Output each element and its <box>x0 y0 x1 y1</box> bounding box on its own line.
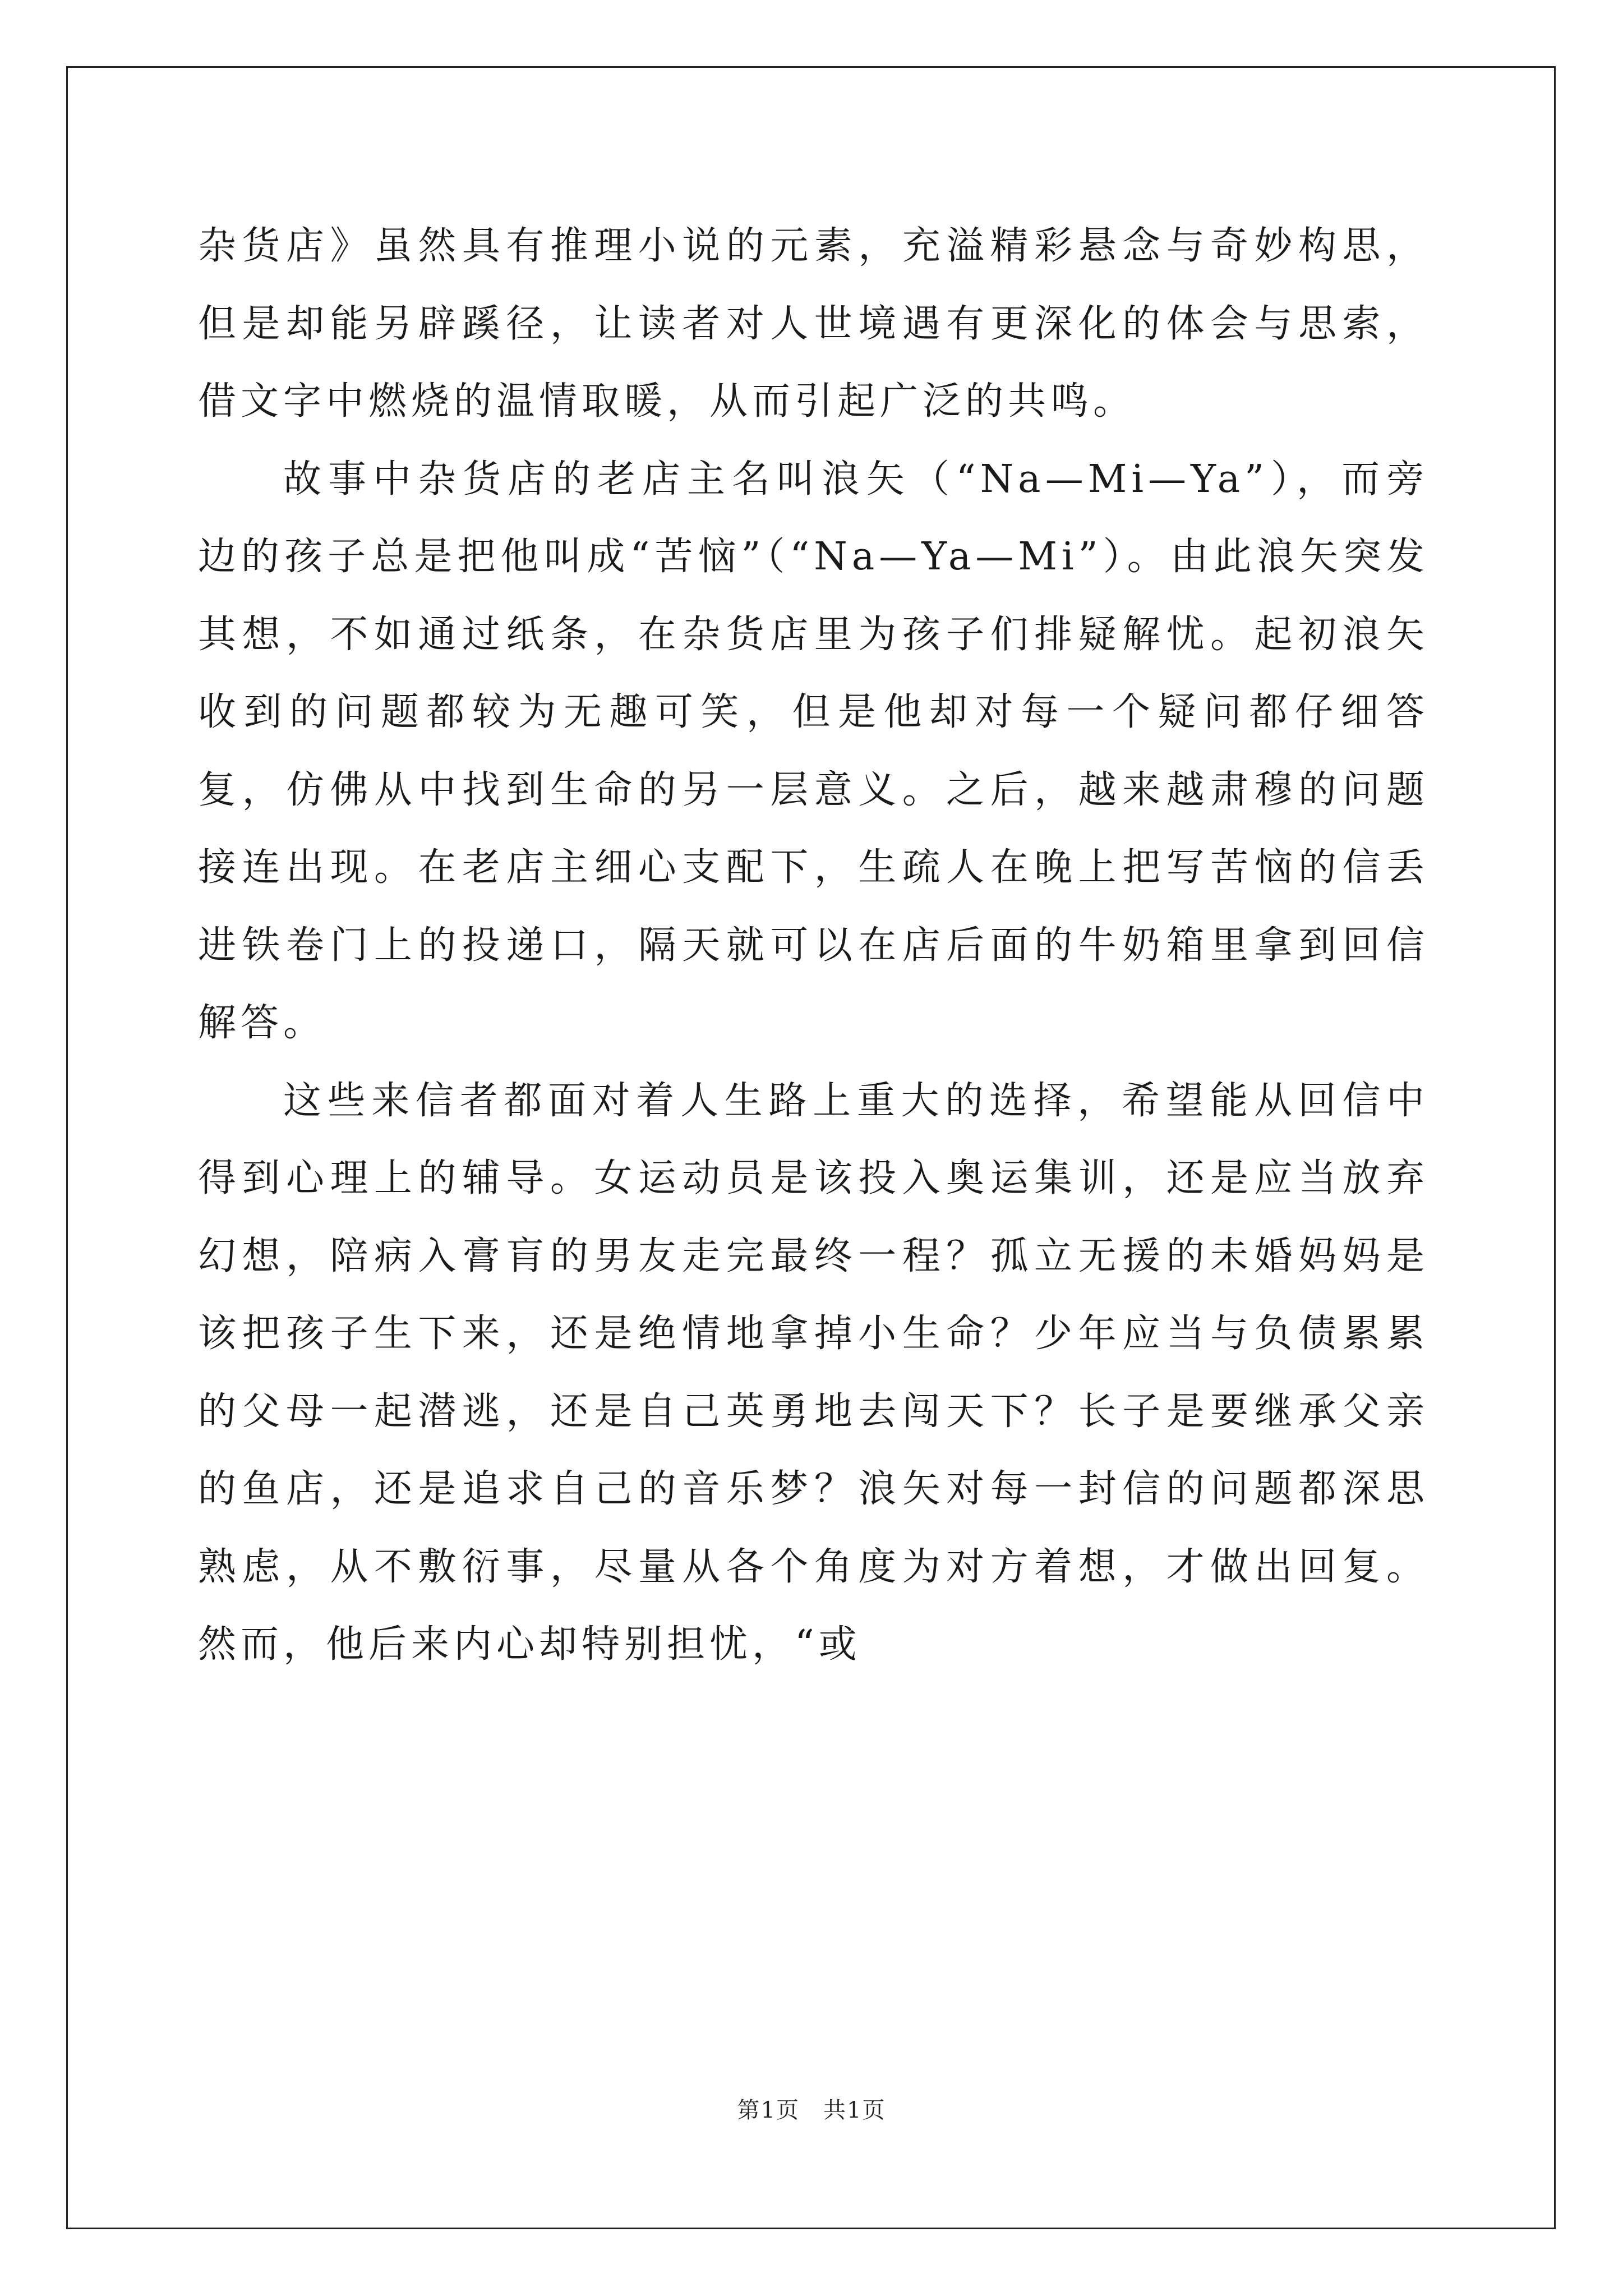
page-number-footer: 第1页 共1页 <box>737 2097 886 2123</box>
paragraph-2: 故事中杂货店的老店主名叫浪矢（“Na—Mi—Ya”），而旁边的孩子总是把他叫成“苦恼”（“Na—Ya—Mi”）。由此浪矢突发其想，不如通过纸条，在杂货店里为孩子们排疑解忧。起初浪矢收到的问题都较为无趣可笑，但是他却对每一个疑问都仔细答复，仿佛从中找到生命的另一层意义。之后，越来越肃穆的问题接连出现。在老店主细心支配下，生疏人在晚上把写苦恼的信丢进铁卷门上的投递口，隔天就可以在店后面的牛奶箱里拿到回信解答。 <box>198 457 1429 1045</box>
document-body <box>198 208 1429 1684</box>
paragraph-3: 这些来信者都面对着人生路上重大的选择，希望能从回信中得到心理上的辅导。女运动员是该投入奥运集训，还是应当放弃幻想，陪病入膏肓的男友走完最终一程？孤立无援的未婚妈妈是该把孩子生下来，还是绝情地拿掉小生命？少年应当与负债累累的父母一起潜逃，还是自己英勇地去闯天下？长子是要继承父亲的鱼店，还是追求自己的音乐梦？浪矢对每一封信的问题都深思熟虑，从不敷衍事，尽量从各个角度为对方着想，才做出回复。然而，他后来内心却特别担忧，“或 <box>198 1078 1429 1667</box>
paragraph-1: 杂货店》虽然具有推理小说的元素，充溢精彩悬念与奇妙构思，但是却能另辟蹊径，让读者对人世境遇有更深化的体会与思索，借文字中燃烧的温情取暖，从而引起广泛的共鸣。 <box>198 224 1429 424</box>
